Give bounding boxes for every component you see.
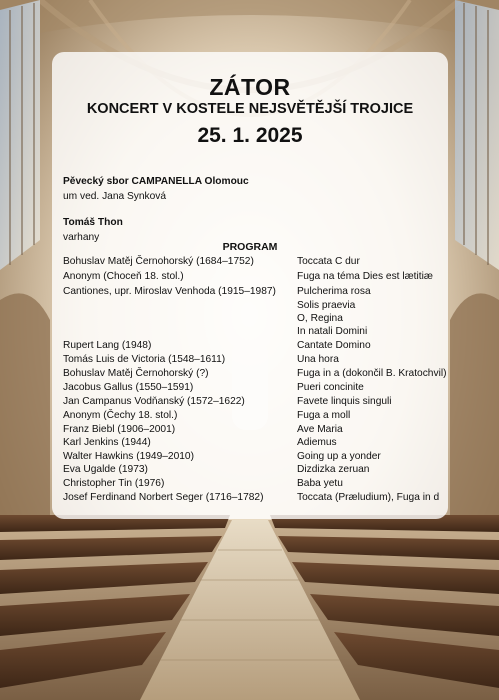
piece-item: Pueri concinite: [297, 382, 364, 393]
piece-item: Toccata (Præludium), Fuga in d: [297, 492, 440, 503]
piece-item: Fuga a moll: [297, 410, 351, 421]
piece-item: Solis praevia: [297, 300, 356, 311]
composer-item: Anonym (Čechy 18. stol.): [63, 410, 178, 421]
performer-organist-name: Tomáš Thon: [63, 217, 123, 228]
program-heading: PROGRAM: [222, 241, 278, 253]
piece-item: Cantate Domino: [297, 340, 371, 351]
piece-item: Ave Maria: [297, 424, 343, 435]
event-date: 25. 1. 2025: [197, 124, 303, 147]
piece-item: Pulcherima rosa: [297, 286, 371, 297]
event-location: ZÁTOR: [209, 74, 291, 100]
piece-item: O, Regina: [297, 313, 343, 324]
composer-item: Jan Campanus Vodňanský (1572–1622): [63, 396, 245, 407]
performer-choir-role: um ved. Jana Synková: [63, 191, 167, 202]
piece-item: Fuga na téma Dies est lætitiæ: [297, 271, 433, 282]
piece-item: Fuga in a (dokončil B. Kratochvil): [297, 368, 447, 379]
composer-item: Bohuslav Matěj Černohorský (?): [63, 368, 209, 379]
composer-item: Franz Biebl (1906–2001): [63, 424, 176, 435]
event-subtitle: KONCERT V KOSTELE NEJSVĚTĚJŠÍ TROJICE: [86, 101, 414, 117]
composer-item: Rupert Lang (1948): [63, 340, 152, 351]
composer-item: Bohuslav Matěj Černohorský (1684–1752): [63, 256, 254, 267]
piece-item: Toccata C dur: [297, 256, 360, 267]
composer-item: Walter Hawkins (1949–2010): [63, 451, 194, 462]
composer-item: Christopher Tin (1976): [63, 478, 165, 489]
piece-item: Dizdizka zeruan: [297, 464, 370, 475]
piece-item: Going up a yonder: [297, 451, 381, 462]
composer-item: Jacobus Gallus (1550–1591): [63, 382, 194, 393]
composer-item: Karl Jenkins (1944): [63, 437, 151, 448]
piece-item: Adiemus: [297, 437, 337, 448]
piece-item: In natali Domini: [297, 326, 368, 337]
composer-item: Anonym (Choceň 18. stol.): [63, 271, 184, 282]
performer-organist-role: varhany: [63, 232, 100, 243]
composer-item: Tomás Luis de Victoria (1548–1611): [63, 354, 226, 365]
composer-item: Cantiones, upr. Miroslav Venhoda (1915–1987): [63, 286, 276, 297]
composer-item: Josef Ferdinand Norbert Seger (1716–1782): [63, 492, 264, 503]
composer-item: Eva Ugalde (1973): [63, 464, 148, 475]
piece-item: Baba yetu: [297, 478, 343, 489]
piece-item: Favete linquis singuli: [297, 396, 392, 407]
performer-choir-name: Pěvecký sbor CAMPANELLA Olomouc: [63, 176, 249, 187]
piece-item: Una hora: [297, 354, 339, 365]
